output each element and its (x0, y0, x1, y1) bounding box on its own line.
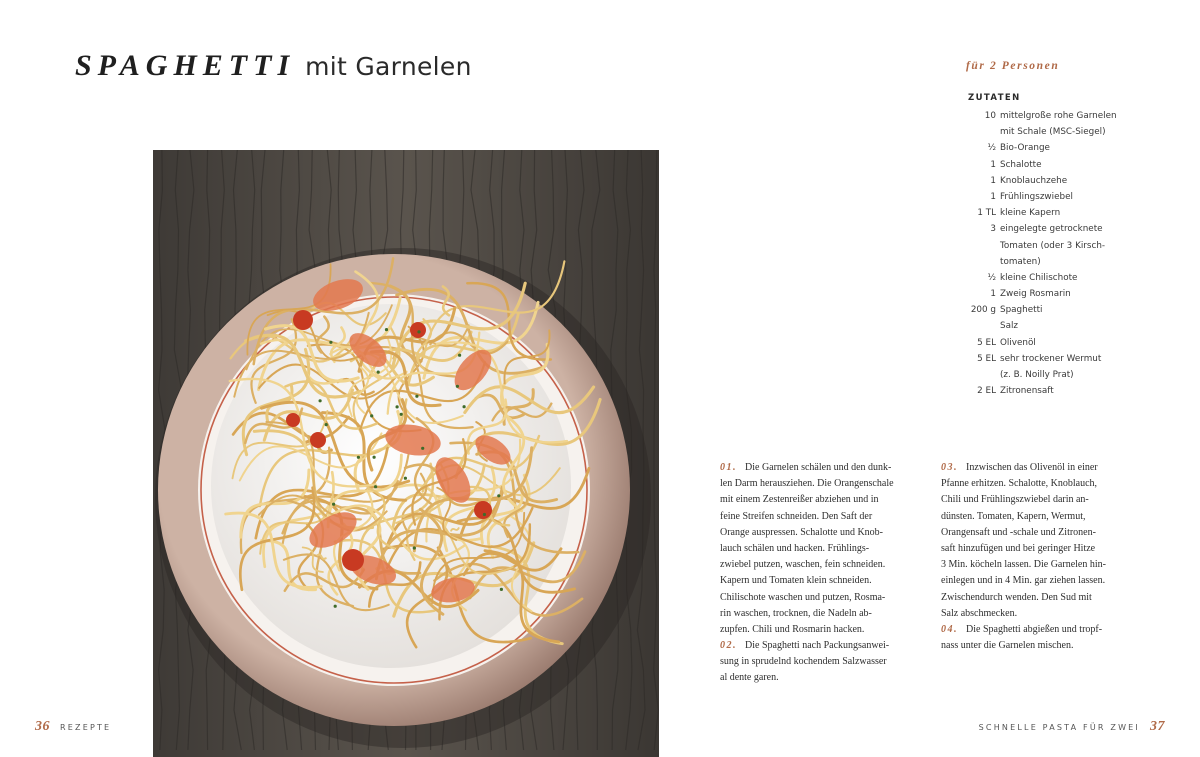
ingredient-row (935, 270, 1135, 286)
step-line (720, 476, 910, 492)
step-line (720, 492, 910, 508)
ingredient-quantity: 1 (990, 289, 996, 300)
footer-right (979, 719, 1165, 735)
ingredient-row (935, 221, 1135, 237)
ingredient-quantity: 2 EL (977, 386, 996, 397)
ingredient-name: kleine Chilischote (1000, 272, 1078, 283)
ingredients-list (935, 108, 1135, 399)
page-number-right: 37 (1150, 719, 1165, 734)
steps-column-right (941, 460, 1131, 654)
ingredient-quantity: 1 (990, 175, 996, 186)
ingredient-quantity (935, 254, 996, 270)
ingredient-row (935, 254, 1135, 270)
step-text: sung in sprudelnd kochendem Salzwasser (720, 656, 887, 668)
step-text: Orangensaft und -schale und Zitronen- (941, 526, 1096, 538)
step-line (941, 492, 1131, 508)
section-label-right: SCHNELLE PASTA FÜR ZWEI (978, 723, 1140, 732)
dish-photo (153, 150, 659, 757)
ingredient-row (935, 286, 1135, 302)
step-text: Orange auspressen. Schalotte und Knob- (720, 526, 884, 538)
ingredient-row (935, 383, 1135, 399)
ingredient-name: Tomaten (oder 3 Kirsch- (1000, 240, 1106, 251)
step-line (941, 525, 1131, 541)
ingredient-name: kleine Kapern (1000, 208, 1061, 219)
step-text: Die Spaghetti nach Packungsanwei- (745, 640, 890, 652)
ingredient-quantity (935, 238, 996, 254)
step-text: nass unter die Garnelen mischen. (941, 640, 1074, 652)
step-text: Die Spaghetti abgießen und tropf- (966, 623, 1103, 635)
ingredient-row (935, 238, 1135, 254)
ingredient-row (935, 335, 1135, 351)
step-line (720, 590, 910, 606)
ingredient-row (935, 189, 1135, 205)
title-main: SPAGHETTI (75, 49, 296, 82)
ingredient-quantity: 1 (990, 191, 996, 202)
step-line (941, 460, 1131, 476)
ingredient-quantity: ½ (987, 143, 996, 154)
ingredient-name: tomaten) (1000, 256, 1041, 267)
ingredient-name: sehr trockener Wermut (1000, 353, 1102, 364)
step-number: 03. (941, 462, 958, 473)
step-number: 02. (720, 640, 737, 652)
step-text: Salz abschmecken. (941, 607, 1018, 619)
step-text: 3 Min. köcheln lassen. Die Garnelen hin- (941, 559, 1106, 571)
steps-column-left (720, 460, 910, 687)
step-line (941, 557, 1131, 573)
step-line (720, 573, 910, 589)
step-line (941, 509, 1131, 525)
ingredient-quantity: 1 TL (977, 208, 996, 219)
servings-label: für 2 Personen (966, 60, 1060, 72)
step-line (720, 622, 910, 638)
step-line (720, 460, 910, 476)
step-text: len Darm herausziehen. Die Orangenschale (720, 478, 894, 490)
ingredient-name: (z. B. Noilly Prat) (1000, 370, 1074, 380)
step-text: mit einem Zestenreißer abziehen und in (720, 494, 879, 506)
step-text: Inzwischen das Olivenöl in einer (966, 462, 1098, 473)
step-line (941, 638, 1131, 654)
ingredient-quantity (935, 318, 996, 334)
ingredient-name: Knoblauchzehe (1000, 175, 1068, 186)
ingredients-heading: ZUTATEN (968, 93, 1021, 103)
ingredient-name: Zitronensaft (1000, 386, 1054, 397)
step-text: Die Garnelen schälen und den dunk- (745, 462, 892, 473)
ingredient-name: Zweig Rosmarin (1000, 289, 1071, 300)
step-line (941, 606, 1131, 622)
step-text: zwiebel putzen, waschen, fein schneiden. (720, 559, 886, 571)
ingredient-quantity (935, 367, 996, 383)
step-number: 04. (941, 623, 958, 635)
step-line (720, 557, 910, 573)
ingredient-name: Salz (1000, 321, 1019, 332)
step-text: einlegen und in 4 Min. gar ziehen lassen. (941, 575, 1106, 587)
ingredient-row (935, 205, 1135, 221)
step-text: feine Streifen schneiden. Den Saft der (720, 510, 873, 522)
footer-left (35, 719, 111, 735)
page-number-left: 36 (35, 719, 50, 734)
step-text: Chilischote waschen und putzen, Rosma- (720, 591, 886, 603)
ingredient-row (935, 351, 1135, 367)
ingredient-name: Olivenöl (1000, 337, 1036, 348)
step-text: al dente garen. (720, 672, 779, 684)
step-text: Kapern und Tomaten klein schneiden. (720, 575, 872, 587)
step-line (941, 622, 1131, 638)
step-line (720, 670, 910, 686)
ingredient-quantity: 5 EL (977, 337, 996, 348)
ingredient-name: Bio-Orange (1000, 143, 1050, 154)
step-line (941, 590, 1131, 606)
step-line (720, 525, 910, 541)
step-text: saft hinzufügen und bei geringer Hitze (941, 542, 1096, 554)
section-label-left: REZEPTE (60, 723, 112, 732)
ingredient-row (935, 108, 1135, 124)
ingredient-quantity (935, 124, 996, 140)
step-number: 01. (720, 462, 737, 473)
step-text: lauch schälen und hacken. Frühlings- (720, 542, 870, 554)
ingredient-quantity: 1 (990, 159, 996, 170)
ingredient-quantity: 200 g (970, 305, 996, 316)
ingredient-row (935, 124, 1135, 140)
step-line (720, 509, 910, 525)
step-line (941, 573, 1131, 589)
step-line (720, 638, 910, 654)
step-text: dünsten. Tomaten, Kapern, Wermut, (941, 510, 1086, 522)
ingredient-name: mittelgroße rohe Garnelen (1000, 111, 1117, 121)
ingredient-row (935, 140, 1135, 156)
ingredient-name: Frühlingszwiebel (1000, 191, 1073, 202)
ingredient-row (935, 302, 1135, 318)
step-text: Pfanne erhitzen. Schalotte, Knoblauch, (941, 478, 1098, 490)
recipe-title (75, 46, 472, 83)
step-line (941, 541, 1131, 557)
step-text: Zwischendurch wenden. Den Sud mit (941, 591, 1092, 603)
ingredient-name: Spaghetti (1000, 305, 1043, 316)
step-line (720, 541, 910, 557)
step-text: rin waschen, trocknen, die Nadeln ab- (720, 607, 872, 619)
step-line (720, 606, 910, 622)
title-sub: mit Garnelen (305, 52, 472, 81)
step-text: Chili und Frühlingszwiebel darin an- (941, 494, 1089, 506)
step-text: zupfen. Chili und Rosmarin hacken. (720, 623, 865, 635)
ingredient-row (935, 173, 1135, 189)
ingredient-name: eingelegte getrocknete (1000, 224, 1103, 235)
ingredient-row (935, 157, 1135, 173)
ingredient-row (935, 367, 1135, 383)
step-line (720, 654, 910, 670)
ingredient-quantity: 10 (984, 111, 996, 121)
ingredient-name: mit Schale (MSC-Siegel) (1000, 127, 1106, 138)
ingredient-quantity: 3 (990, 224, 996, 235)
ingredient-quantity: ½ (987, 272, 996, 283)
ingredient-name: Schalotte (1000, 159, 1042, 170)
step-line (941, 476, 1131, 492)
ingredient-quantity: 5 EL (977, 353, 996, 364)
ingredient-row (935, 318, 1135, 334)
